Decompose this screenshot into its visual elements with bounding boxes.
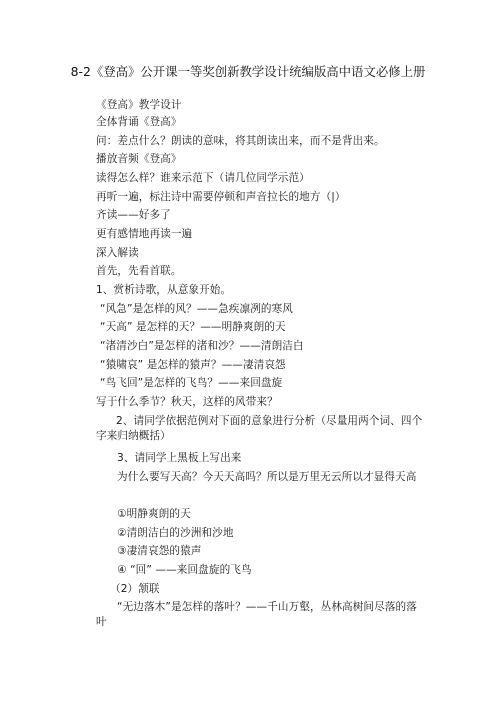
paragraph: “风急”是怎样的风？——急疾凛冽的寒风 [100,303,293,315]
paragraph: “猿啸哀” 是怎样的猿声？——凄清哀怨 [100,359,286,371]
list-item: ②清朗洁白的沙洲和沙地 [117,527,234,539]
paragraph: 更有感情地再读一遍 [96,228,193,240]
paragraph: 问：差点什么？朗读的意味，将其朗读出来，而不是背出来。 [96,135,385,147]
paragraph: 读得怎么样？谁来示范下（请几位同学示范） [96,172,310,184]
paragraph: 播放音频《登高》 [96,153,182,165]
subsection-heading: （2）颔联 [110,583,160,595]
paragraph: 写于什么季节？秋天，这样的风带来？ [96,396,278,408]
paragraph: “无边落木”是怎样的落叶？——千山万壑，丛林高树间尽落的落叶 [96,601,417,628]
paragraph: 为什么要写天高？今天天高吗？所以是万里无云所以才显得天高 [117,471,417,483]
paragraph: “渚清沙白”是怎样的渚和沙？——清朗洁白 [100,340,304,352]
paragraph: 首先，先看首联。 [96,265,182,277]
paragraph: “鸟飞回”是怎样的飞鸟？——来回盘旋 [100,377,283,389]
paragraph: “天高” 是怎样的天？——明静爽朗的天 [100,321,286,333]
list-item: ①明静爽朗的天 [117,508,191,520]
document-title: 8-2《登高》公开课一等奖创新教学设计统编版高中语文必修上册 [70,64,426,79]
paragraph: 2、请同学依据范例对下面的意象进行分析（尽量用两个词、四个字来归纳概括） [96,415,423,442]
list-item: ④ “回” ——来回盘旋的飞鸟 [117,564,252,576]
paragraph: 1、赏析诗歌，从意象开始。 [96,284,232,296]
section-heading: 《登高》教学设计 [96,99,182,111]
paragraph: 齐读——好多了 [96,209,171,221]
list-item: ③凄清哀怨的猿声 [117,545,202,557]
paragraph: 全体背诵《登高》 [96,116,182,128]
paragraph: 深入解读 [96,247,139,259]
paragraph: 再听一遍，标注诗中需要停顿和声音拉长的地方（|） [96,191,346,203]
paragraph: 3、请同学上黑板上写出来 [117,452,242,464]
